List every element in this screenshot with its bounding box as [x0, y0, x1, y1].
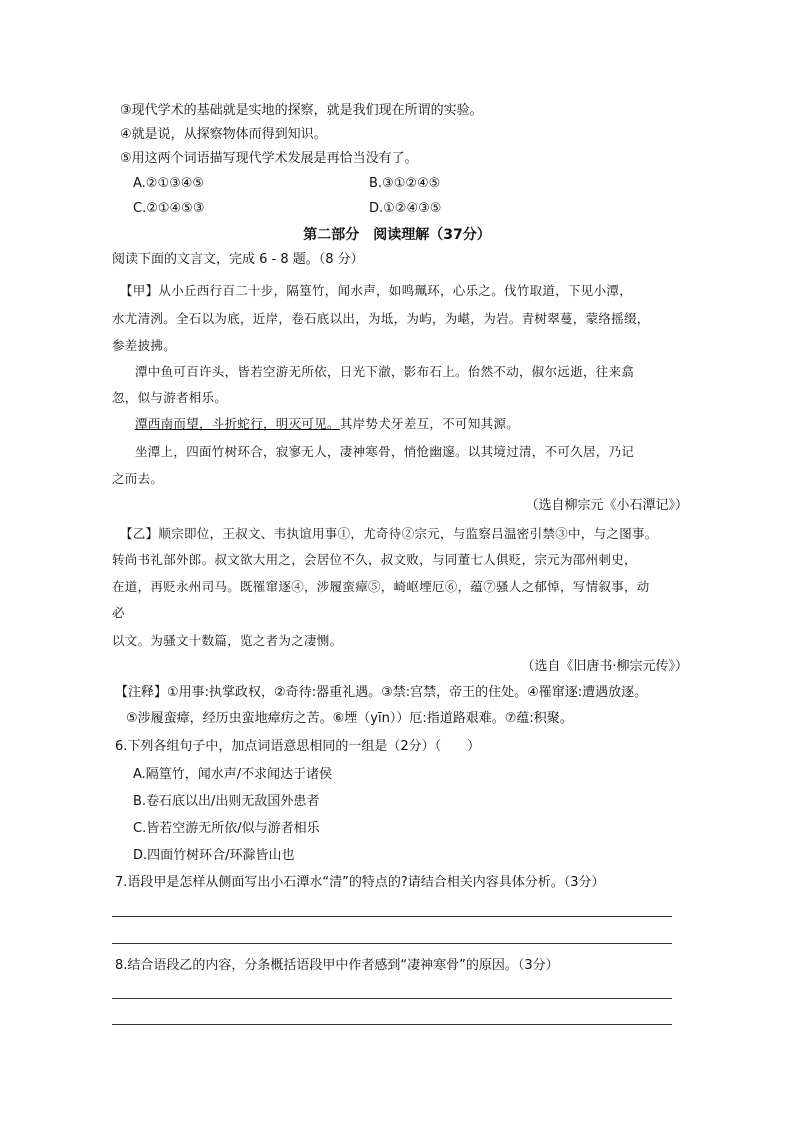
passage-jia-line: 水尤清洌。全石以为底，近岸，卷石底以出，为坻，为屿，为嵁，为岩。青树翠蔓，蒙络摇缀， — [112, 311, 650, 326]
passage-jia-line: 参差披拂。 — [112, 338, 177, 353]
option-d: D.①②④③⑤ — [369, 201, 442, 216]
reading-intro: 阅读下面的文言文，完成 6 - 8 题。（8 分） — [112, 252, 364, 267]
question-6-stem: 6.下列各组句子中，加点词语意思相同的一组是（2分）（ ） — [115, 739, 481, 754]
option-a: A.②①③④⑤ — [133, 176, 205, 191]
passage-yi-line: 必 — [112, 605, 125, 620]
answer-line[interactable] — [112, 943, 672, 944]
answer-line[interactable] — [112, 998, 672, 999]
sentence-rest: 其岸势犬牙差互，不可知其源。 — [339, 416, 520, 431]
option-c: C.②①④⑤③ — [133, 201, 205, 216]
q6-option-b: B.卷石底以出/出则无敌国外患者 — [133, 794, 320, 809]
passage-yi-line: 【乙】顺宗即位，王叔文、韦执谊用事①，尤奇待②宗元，与监察吕温密引禁③中，与之图事。 — [120, 526, 658, 541]
passage-jia-line: 之而去。 — [112, 471, 164, 486]
question-7-stem: 7.语段甲是怎样从侧面写出小石潭水“清”的特点的?请结合相关内容具体分析。（3分） — [115, 875, 605, 890]
answer-line[interactable] — [112, 1024, 672, 1025]
section-title: 第二部分 阅读理解（37分） — [303, 227, 491, 243]
notes-line: 【注释】①用事:执掌政权，②奇待:器重礼遇。③禁:宫禁，帝王的住处。④罹窜逐:遭遇放逐。 — [115, 685, 648, 700]
passage-jia-line: 忽，似与游者相乐。 — [112, 390, 228, 405]
passage-yi-line: 转尚书礼部外郎。叔文欲大用之，会居位不久，叔文败，与同董七人俱贬，宗元为邵州刺史， — [112, 552, 637, 567]
option-b: B.③①②④⑤ — [369, 176, 441, 191]
passage-jia-line — [135, 415, 519, 433]
sentence-4: ④就是说，从探察物体而得到知识。 — [120, 127, 327, 142]
passage-jia-line: 【甲】从小丘西行百二十步，隔篁竹，闻水声，如鸣珮环，心乐之。伐竹取道，下见小潭， — [120, 283, 633, 298]
passage-yi-line: 以文。为骚文十数篇，览之者为之凄恻。 — [112, 633, 343, 648]
underlined-sentence: 潭西南而望，斗折蛇行，明灭可见。 — [135, 416, 340, 431]
q6-option-a: A.隔篁竹，闻水声/不求闻达于诸侯 — [133, 767, 333, 782]
notes-line: ⑤涉履蛮瘴，经历虫蛮地瘴疠之苦。⑥堙（yīn））厄:指道路艰难。⑦蕴:积聚。 — [126, 711, 573, 726]
q6-option-c: C.皆若空游无所依/似与游者相乐 — [133, 821, 320, 836]
question-8-stem: 8.结合语段乙的内容，分条概括语段甲中作者感到“凄神寒骨”的原因。（3分） — [115, 958, 559, 973]
sentence-3: ③现代学术的基础就是实地的探察，就是我们现在所谓的实验。 — [120, 103, 483, 118]
passage-yi-line: 在道，再贬永州司马。既罹窜逐④，涉履蛮瘴⑤，崎岖堙厄⑥，蕴⑦骚人之郁悼，写情叙事，动 — [112, 579, 650, 594]
yi-source: （选自《旧唐书·柳宗元传》） — [521, 659, 688, 674]
passage-jia-line: 坐潭上，四面竹树环合，寂寥无人，凄神寒骨，悄怆幽邃。以其境过清，不可久居，乃记 — [135, 444, 635, 459]
jia-source: （选自柳宗元《小石潭记》） — [525, 498, 688, 513]
sentence-5: ⑤用这两个词语描写现代学术发展是再恰当没有了。 — [120, 151, 418, 166]
passage-jia-line: 潭中鱼可百许头，皆若空游无所依，日光下澈，影布石上。佁然不动，俶尔远逝，往来翕 — [135, 364, 635, 379]
q6-option-d: D.四面竹树环合/环滁皆山也 — [133, 848, 295, 863]
answer-line[interactable] — [112, 916, 672, 917]
